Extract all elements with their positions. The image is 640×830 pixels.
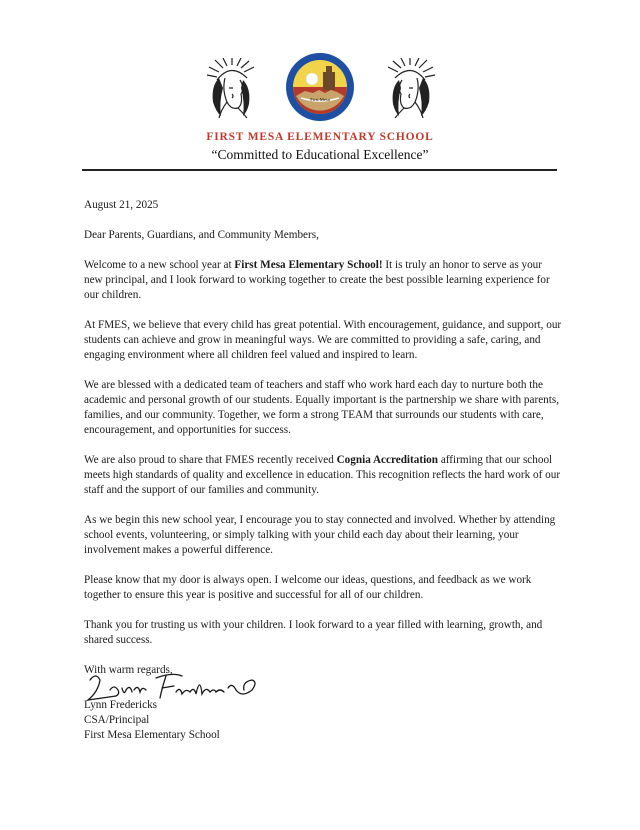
paragraph-accreditation: We are also proud to share that FMES recently received Cognia Accreditation affirming that our school meets high standards of quality and excellence in education. This recognition reflects the hard work of our staff and the support of our families and community. <box>84 454 561 496</box>
letterhead <box>0 52 640 172</box>
signer-title: CSA/Principal <box>84 714 150 726</box>
school-seal-logo <box>285 52 355 122</box>
school-motto: “Committed to Educational Excellence” <box>211 147 429 162</box>
signer-school: First Mesa Elementary School <box>84 729 220 741</box>
school-name: FIRST MESA ELEMENTARY SCHOOL <box>206 131 434 143</box>
header-divider <box>82 169 557 171</box>
signer-name: Lynn Fredericks <box>84 699 158 711</box>
chief-headdress-right-icon <box>385 58 437 120</box>
paragraph-involvement: As we begin this new school year, I encourage you to stay connected and involved. Whether by attending school events, volunteering, or simply talking with your child each day about their learning, your involvement makes a powerful difference. <box>84 514 556 556</box>
paragraph-thanks: Thank you for trusting us with your children. I look forward to a year filled with learning, growth, and shared success. <box>84 619 543 646</box>
school-name-bold: First Mesa Elementary School! <box>234 259 383 271</box>
signature-block <box>84 698 220 743</box>
seal-text: First Mesa <box>310 97 330 102</box>
letter-body <box>84 198 562 693</box>
letter-date: August 21, 2025 <box>84 199 159 211</box>
chief-headdress-left-icon <box>205 58 257 120</box>
paragraph-welcome: Welcome to a new school year at First Mesa Elementary School! It is truly an honor to serve as your new principal, and I look forward to working together to create the best possible learning experience for our children. <box>84 259 550 301</box>
salutation: Dear Parents, Guardians, and Community Members, <box>84 229 319 241</box>
paragraph-team: We are blessed with a dedicated team of teachers and staff who work hard each day to nurture both the academic and personal growth of our students. Equally important is the partnership we share with parents, families, and our community. Together, we form a strong TEAM that surrounds our students with care, encouragement, and opportunities for success. <box>84 379 560 436</box>
accreditation-bold: Cognia Accreditation <box>336 454 439 466</box>
paragraph-open-door: Please know that my door is always open. I welcome our ideas, questions, and feedback as we work together to ensure this year is positive and successful for all of our children. <box>84 574 532 601</box>
paragraph-potential: At FMES, we believe that every child has great potential. With encouragement, guidance, and support, our students can achieve and grow in meaningful ways. We are committed to providing a safe, caring, and engaging environment where all children feel valued and inspired to learn. <box>84 319 562 361</box>
closing: With warm regards, <box>84 664 173 676</box>
